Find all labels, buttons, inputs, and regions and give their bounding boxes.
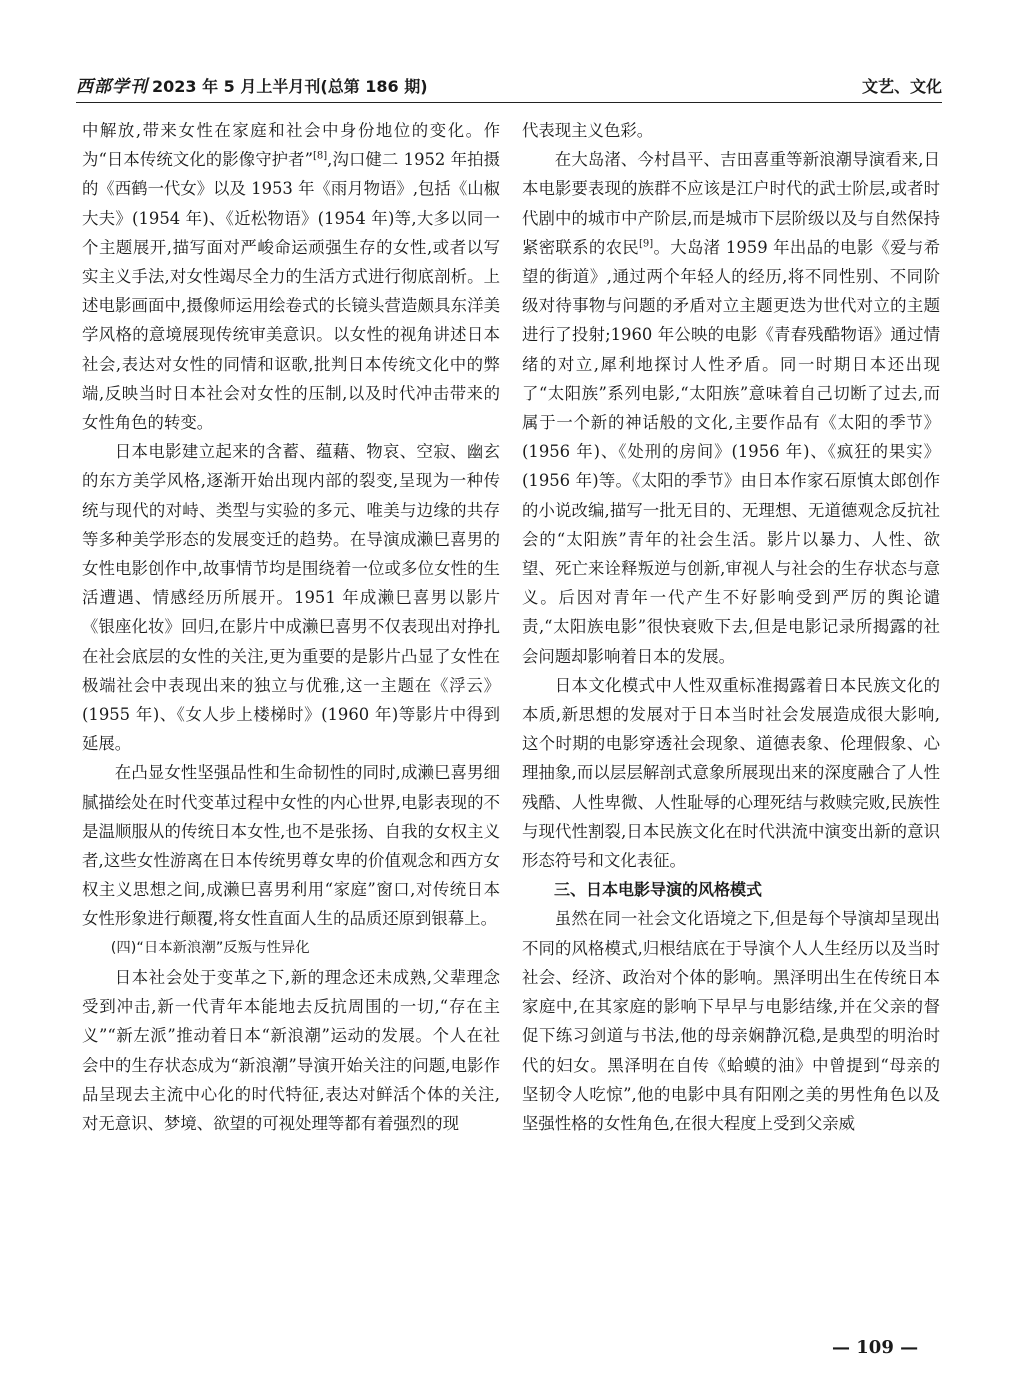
paragraph: 日本文化模式中人性双重标准揭露着日本民族文化的本质,新思想的发展对于日本当时社会发展造成很大影响,这个时期的电影穿透社会现象、道德表象、伦理假象、心理抽象,而以层层解剖式意象所展现出来的深度融合了人性残酷、人性卑微、人性耻辱的心理死结与救赎完败,民族性与现代性割裂,日本民族文化在时代洪流中演变出新的意识形态符号和文化表征。 [522, 675, 940, 871]
section-heading: 三、日本电影导演的风格模式 [554, 880, 763, 900]
paragraph [522, 145, 940, 671]
running-header [76, 70, 942, 103]
paragraph: 虽然在同一社会文化语境之下,但是每个导演却呈现出不同的风格模式,归根结底在于导演个人人生经历以及当时社会、经济、政治对个体的影响。黑泽明出生在传统日本家庭中,在其家庭的影响下早早与电影结缘,并在父亲的督促下练习剑道与书法,他的母亲娴静沉稳,是典型的明治时代的妇女。黑泽明在自传《蛤蟆的油》中曾提到“母亲的坚韧令人吃惊”,他的电影中具有阳刚之美的男性角色以及坚强性格的女性角色,在很大程度上受到父亲威 [522, 909, 940, 1133]
paragraph-text: 。大岛渚 1959 年出品的电影《爱与希望的街道》,通过两个年轻人的经历,将不同性别、不同阶级对待事物与问题的矛盾对立主题更迭为世代对立的主题进行了投射;1960 年公映的电影《青春残酷物语》通过情绪的对立,犀利地探讨人性矛盾。同一时期日本还出现了“太阳族”系列电影,“太阳族”意味着自己切断了过去,而属于一个新的神话般的文化,主要作品有《太阳的季节》(1956 年)、《处刑的房间》(1956 年)、《疯狂的果实》(1956 年)等。《太阳的季节》由日本作家石原慎太郎创作的小说改编,描写一批无目的、无理想、无道德观念反抗社会的“太阳族”青年的社会生活。影片以暴力、人性、欲望、死亡来诠释叛逆与创新,审视人与社会的生存状态与意义。后因对青年一代产生不好影响受到严厉的舆论谴责,“太阳族电影”很快衰败下去,但是电影记录所揭露的社会问题却影响着日本的发展。 [522, 237, 940, 666]
subheading: (四)“日本新浪潮”反叛与性异化 [110, 939, 310, 956]
citation-ref: [9] [639, 238, 654, 250]
right-column [522, 116, 940, 1138]
citation-ref: [8] [313, 150, 328, 162]
left-column [82, 116, 500, 1138]
paragraph: 代表现主义色彩。 [522, 121, 654, 140]
issue-label: 2023 年 5 月上半月刊(总第 186 期) [152, 77, 428, 96]
journal-info [76, 72, 428, 102]
page-number: — 109 — [832, 1337, 919, 1358]
paragraph-text: 中解放,带来女性在家庭和社会中身份地位的变化。作为“日本传统文化的影像守护者” [82, 121, 500, 170]
paragraph [82, 116, 500, 437]
paragraph-text: ,沟口健二 1952 年拍摄的《西鹤一代女》以及 1953 年《雨月物语》,包括《山椒大夫》(1954 年)、《近松物语》(1954 年)等,大多以同一个主题展开,描写面对严峻命运顽强生存的女性,或者以写实主义手法,对女性竭尽全力的生活方式进行彻底剖析。上述电影画面中,摄像师运用绘卷式的长镜头营造颇具东洋美学风格的意境展现传统审美意识。以女性的视角讲述日本社会,表达对女性的同情和讴歌,批判日本传统文化中的弊端,反映当时日本社会对女性的压制,以及时代冲击带来的女性角色的转变。 [82, 150, 500, 433]
paragraph: 在凸显女性坚强品性和生命韧性的同时,成濑巳喜男细腻描绘处在时代变革过程中女性的内心世界,电影表现的不是温顺服从的传统日本女性,也不是张扬、自我的女权主义者,这些女性游离在日本传统男尊女卑的价值观念和西方女权主义思想之间,成濑巳喜男利用“家庭”窗口,对传统日本女性形象进行颠覆,将女性直面人生的品质还原到银幕上。 [82, 763, 500, 929]
paragraph-text: 在大岛渚、今村昌平、吉田喜重等新浪潮导演看来,日本电影要表现的族群不应该是江户时代的武士阶层,或者时代剧中的城市中产阶层,而是城市下层阶级以及与自然保持紧密联系的农民 [522, 150, 940, 257]
paragraph: 日本电影建立起来的含蓄、蕴藉、物哀、空寂、幽玄的东方美学风格,逐渐开始出现内部的裂变,呈现为一种传统与现代的对峙、类型与实验的多元、唯美与边缘的共存等多种美学形态的发展变迁的趋势。在导演成濑巳喜男的女性电影创作中,故事情节均是围绕着一位或多位女性的生活遭遇、情感经历所展开。1951 年成濑巳喜男以影片《银座化妆》回归,在影片中成濑巳喜男不仅表现出对挣扎在社会底层的女性的关注,更为重要的是影片凸显了女性在极端社会中表现出来的独立与优雅,这一主题在《浮云》(1955 年)、《女人步上楼梯时》(1960 年)等影片中得到延展。 [82, 442, 500, 754]
paragraph: 日本社会处于变革之下,新的理念还未成熟,父辈理念受到冲击,新一代青年本能地去反抗周围的一切,“存在主义”“新左派”推动着日本“新浪潮”运动的发展。个人在社会中的生存状态成为“新浪潮”导演开始关注的问题,电影作品呈现去主流中心化的时代特征,表达对鲜活个体的关注,对无意识、梦境、欲望的可视处理等都有着强烈的现 [82, 967, 500, 1133]
section-label: 文艺、文化 [861, 77, 942, 96]
journal-logo: 西部学刊 [76, 77, 148, 97]
